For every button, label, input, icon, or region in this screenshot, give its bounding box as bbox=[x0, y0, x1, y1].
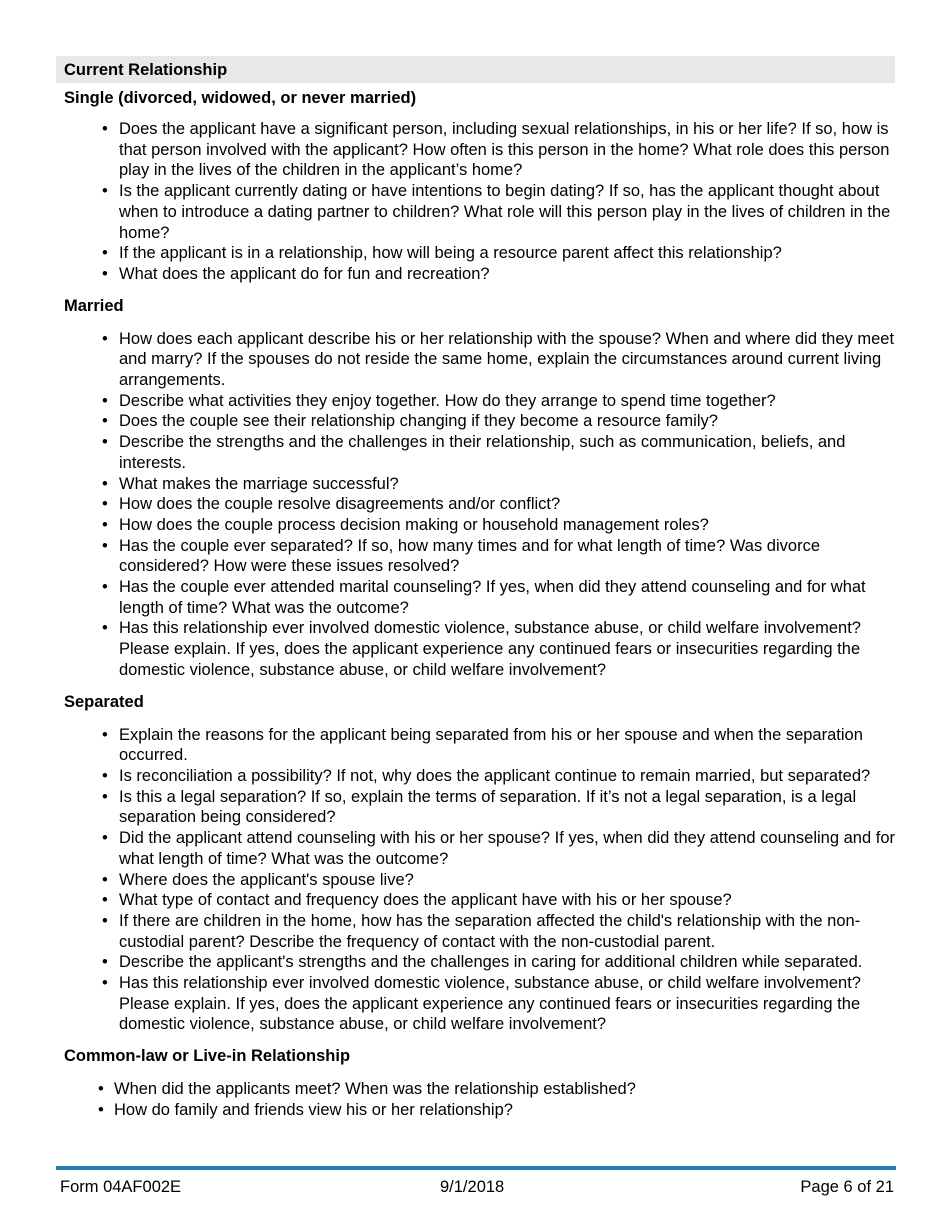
list-item: • Has the couple ever attended marital counseling? If yes, when did they attend counseling and for what length of time? What was the outcome? bbox=[56, 577, 895, 618]
list-item: • Describe what activities they enjoy together. How do they arrange to spend time together? bbox=[56, 391, 895, 412]
list-item: • How does the couple process decision making or household management roles? bbox=[56, 515, 895, 536]
list-item: • When did the applicants meet? When was the relationship established? bbox=[56, 1079, 895, 1100]
list-item: • How does the couple resolve disagreements and/or conflict? bbox=[56, 494, 895, 515]
married-heading: Married bbox=[64, 296, 124, 315]
list-item: • Is reconciliation a possibility? If not, why does the applicant continue to remain married, but separated? bbox=[56, 766, 895, 787]
footer-divider bbox=[56, 1166, 896, 1170]
list-item: • Has this relationship ever involved domestic violence, substance abuse, or child welfare involvement? Please explain. If yes, does the applicant experience any continued fears or insecurities regarding the domestic violence, substance abuse, or child welfare involvement? bbox=[56, 973, 895, 1035]
separated-heading: Separated bbox=[64, 692, 144, 711]
separated-list bbox=[56, 725, 895, 1036]
list-item: • Describe the strengths and the challenges in their relationship, such as communication, beliefs, and interests. bbox=[56, 432, 895, 473]
document-page bbox=[56, 56, 895, 1121]
list-item: • Has the couple ever separated? If so, how many times and for what length of time? Was divorce considered? How were these issues resolved? bbox=[56, 536, 895, 577]
form-id: Form 04AF002E bbox=[60, 1178, 182, 1196]
list-item: • Is the applicant currently dating or have intentions to begin dating? If so, has the applicant thought about when to introduce a dating partner to children? What role will this person play in the lives of children in the home? bbox=[56, 181, 895, 243]
list-item: • How do family and friends view his or her relationship? bbox=[56, 1100, 895, 1121]
list-item: • Does the couple see their relationship changing if they become a resource family? bbox=[56, 411, 895, 432]
page-number: Page 6 of 21 bbox=[800, 1178, 894, 1196]
list-item: • Did the applicant attend counseling with his or her spouse? If yes, when did they attend counseling and for what length of time? What was the outcome? bbox=[56, 828, 895, 869]
list-item: • If there are children in the home, how has the separation affected the child's relationship with the non-custodial parent? Describe the frequency of contact with the non-custodial parent. bbox=[56, 911, 895, 952]
list-item: • Where does the applicant's spouse live? bbox=[56, 870, 895, 891]
common-law-list bbox=[56, 1079, 895, 1120]
list-item: • Describe the applicant's strengths and the challenges in caring for additional children while separated. bbox=[56, 952, 895, 973]
list-item: • Has this relationship ever involved domestic violence, substance abuse, or child welfare involvement? Please explain. If yes, does the applicant experience any continued fears or insecurities regarding the domestic violence, substance abuse, or child welfare involvement? bbox=[56, 618, 895, 680]
form-date: 9/1/2018 bbox=[440, 1178, 505, 1196]
list-item: • If the applicant is in a relationship, how will being a resource parent affect this relationship? bbox=[56, 243, 895, 264]
list-item: • Explain the reasons for the applicant being separated from his or her spouse and when the separation occurred. bbox=[56, 725, 895, 766]
single-heading: Single (divorced, widowed, or never married) bbox=[64, 89, 417, 107]
single-list bbox=[56, 119, 895, 285]
common-law-heading: Common-law or Live-in Relationship bbox=[64, 1047, 351, 1066]
list-item: • Does the applicant have a significant person, including sexual relationships, in his or her life? If so, how is that person involved with the applicant? How often is this person in the home? What role does this person play in the lives of the children in the applicant’s home? bbox=[56, 119, 895, 181]
married-list bbox=[56, 329, 895, 681]
list-item: • How does each applicant describe his or her relationship with the spouse? When and where did they meet and marry? If the spouses do not reside the same home, explain the circumstances around current living arrangements. bbox=[56, 329, 895, 391]
list-item: • What makes the marriage successful? bbox=[56, 474, 895, 495]
section-title: Current Relationship bbox=[56, 56, 895, 83]
page-footer bbox=[60, 1178, 894, 1197]
list-item: • What type of contact and frequency does the applicant have with his or her spouse? bbox=[56, 890, 895, 911]
list-item: • What does the applicant do for fun and recreation? bbox=[56, 264, 895, 285]
list-item: • Is this a legal separation? If so, explain the terms of separation. If it’s not a legal separation, is a legal separation being considered? bbox=[56, 787, 895, 828]
